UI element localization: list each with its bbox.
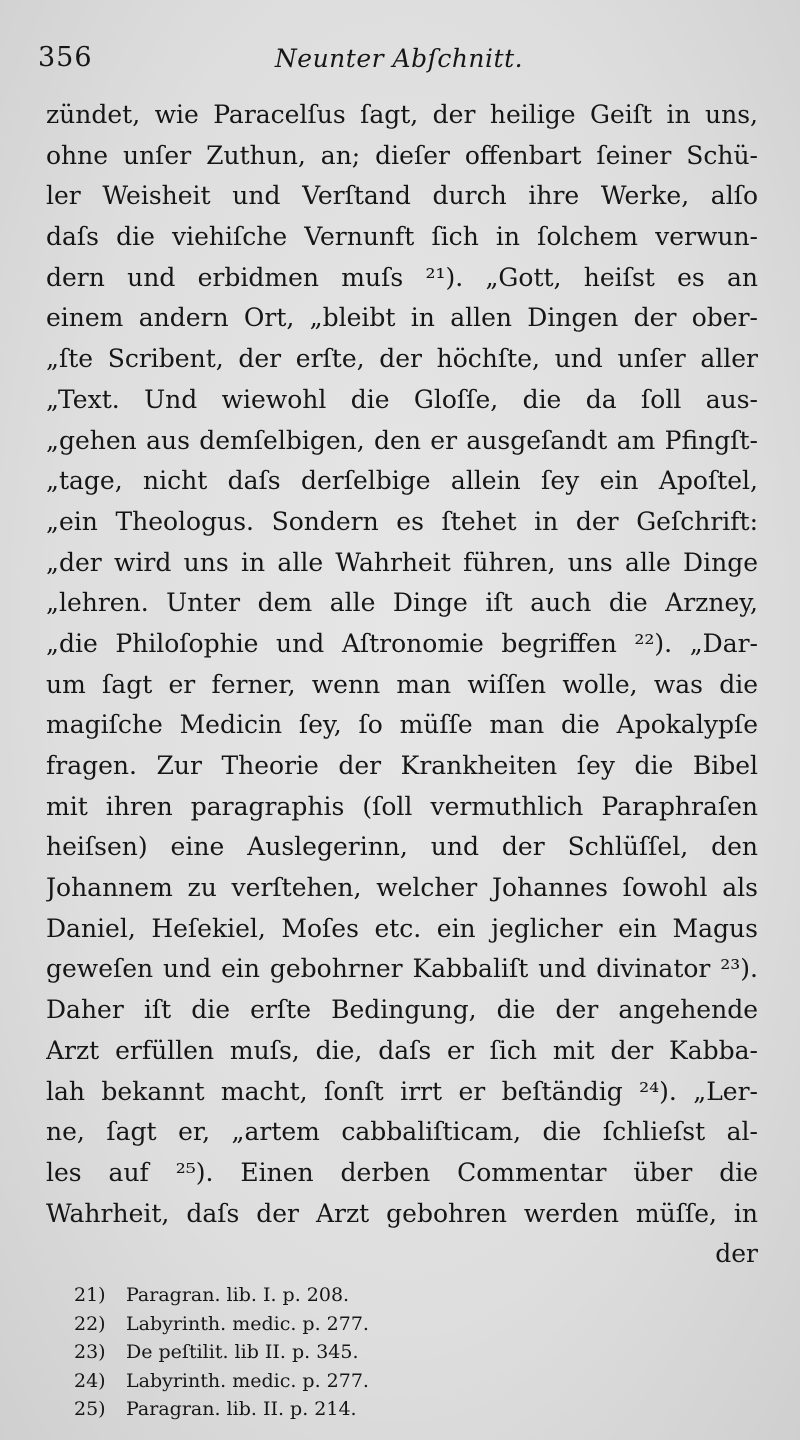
text-line: magiſche Medicin ſey, ſo müſſe man die Apokalypſe (46, 710, 758, 740)
footnote (74, 1367, 594, 1396)
text-line: Daniel, Heſekiel, Moſes etc. ein jeglicher ein Magus (46, 913, 758, 943)
text-line: geweſen und ein gebohrner Kabbaliſt und divinator ²³). (46, 954, 758, 984)
text-line: Johannem zu verſtehen, welcher Johannes ſowohl als (46, 873, 758, 903)
footnote (74, 1338, 594, 1367)
text-line: zündet, wie Paracelſus ſagt, der heilige Geiſt in uns, (46, 100, 758, 129)
body-text (46, 95, 758, 1275)
text-line: „lehren. Unter dem alle Dinge iſt auch die Arzney, (46, 588, 758, 618)
footnote-text: Paragran. lib. II. p. 214. (126, 1398, 357, 1420)
footnote (74, 1281, 594, 1310)
text-line: ohne unſer Zuthun, an; dieſer offenbart ſeiner Schü- (46, 140, 758, 170)
text-line: „ſte Scribent, der erſte, der höchſte, und unſer aller (46, 344, 758, 374)
text-line: „Text. Und wiewohl die Gloſſe, die da ſoll aus- (46, 384, 758, 414)
footnotes (74, 1281, 594, 1424)
footnote-number: 24) (74, 1369, 106, 1392)
footnote-text: De peſtilit. lib II. p. 345. (126, 1341, 359, 1363)
page-number: 356 (38, 42, 93, 73)
text-line: ler Weisheit und Verſtand durch ihre Werke, alſo (46, 181, 758, 211)
text-line: Wahrheit, daſs der Arzt gebohren werden müſſe, in (46, 1198, 758, 1228)
running-head: Neunter Abſchnitt. (274, 44, 524, 73)
page-header (38, 42, 760, 82)
footnote (74, 1395, 594, 1424)
footnote-number: 25) (74, 1398, 106, 1420)
text-line: les auf ²⁵). Einen derben Commentar über die (46, 1157, 758, 1187)
footnote-text: Labyrinth. medic. p. 277. (126, 1312, 369, 1335)
text-line: der (715, 1239, 758, 1269)
text-line: um ſagt er ferner, wenn man wiſſen wolle, was die (46, 669, 758, 699)
text-line: ne, ſagt er, „artem cabbaliſticam, die ſchlieſst al- (46, 1117, 758, 1147)
footnote-number: 21) (74, 1284, 106, 1306)
footnote-number: 23) (74, 1341, 106, 1363)
text-line: Arzt erfüllen muſs, die, daſs er ſich mit der Kabba- (46, 1035, 758, 1065)
text-line: heiſsen) eine Auslegerinn, und der Schlüſſel, den (46, 832, 758, 862)
text-line: dern und erbidmen muſs ²¹). „Gott, heiſst es an (46, 262, 758, 292)
text-line: mit ihren paragraphis (ſoll vermuthlich Paraphraſen (46, 791, 758, 821)
footnote (74, 1310, 594, 1339)
text-line: „tage, nicht daſs derſelbige allein ſey ein Apoſtel, (46, 466, 758, 496)
text-line: lah bekannt macht, ſonſt irrt er beſtändig ²⁴). „Ler- (46, 1076, 758, 1106)
footnote-number: 22) (74, 1312, 106, 1335)
text-line: „die Philoſophie und Aſtronomie begriffen ²²). „Dar- (46, 628, 758, 658)
footnote-text: Paragran. lib. I. p. 208. (126, 1284, 350, 1306)
text-line: Daher iſt die erſte Bedingung, die der angehende (46, 995, 758, 1025)
text-line: „der wird uns in alle Wahrheit führen, uns alle Dinge (46, 547, 758, 577)
footnote-text: Labyrinth. medic. p. 277. (126, 1369, 369, 1392)
text-line: daſs die viehiſche Vernunft ſich in ſolchem verwun- (46, 222, 758, 252)
text-line: fragen. Zur Theorie der Krankheiten ſey die Bibel (46, 751, 758, 780)
text-line: „ein Theologus. Sondern es ſtehet in der Geſchrift: (46, 506, 758, 536)
text-line: einem andern Ort, „bleibt in allen Dingen der ober- (46, 303, 758, 333)
text-line: „gehen aus demſelbigen, den er ausgeſandt am Pfingſt- (46, 425, 758, 455)
